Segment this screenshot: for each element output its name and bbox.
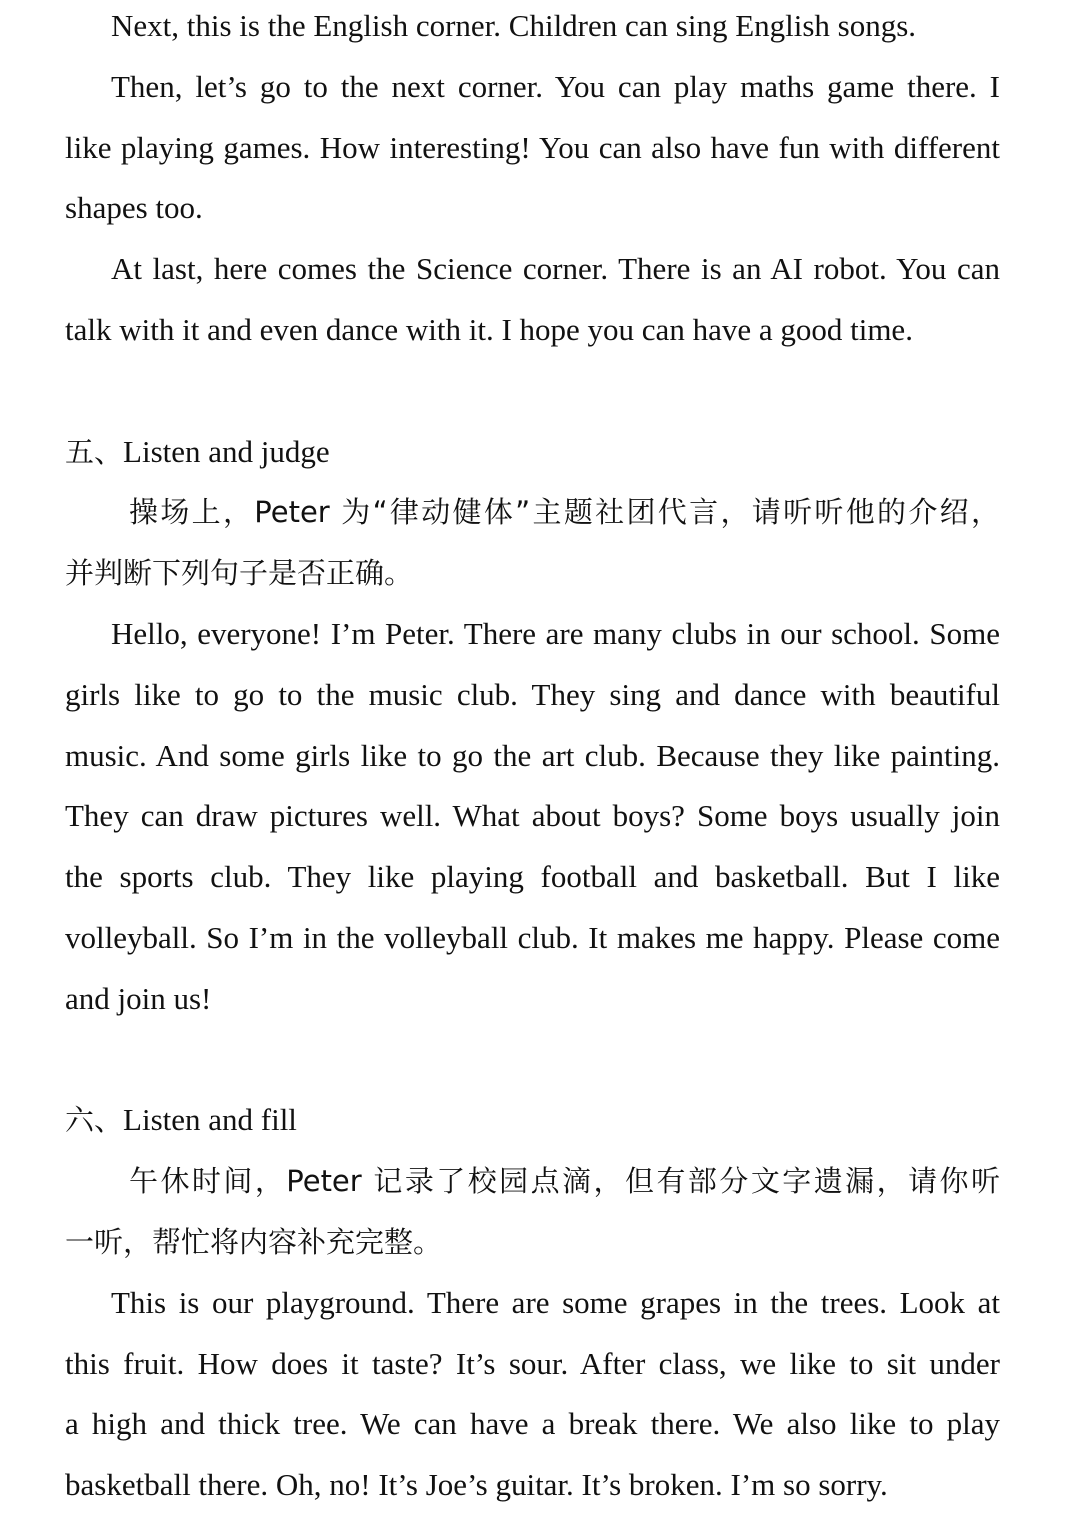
section-heading-5 xyxy=(65,426,1000,487)
paragraph-line: Next, this is the English corner. Children can sing English songs. xyxy=(111,8,917,43)
paragraph-line: Then, let’s go to the next corner. You can play maths game there. I xyxy=(111,68,1000,104)
instruction-line: 并判断下列句子是否正确。 xyxy=(65,556,414,591)
paragraph-line: volleyball. So I’m in the volleyball club. It makes me happy. Please come xyxy=(65,919,1000,955)
answer-key-19-23 xyxy=(65,365,1000,426)
paragraph-line: girls like to go to the music club. They sing and dance with beautiful xyxy=(65,676,1000,712)
section-title: Listen and fill xyxy=(123,1102,297,1138)
instruction-line: 操场上，Peter 为“律动健体”主题社团代言，请听听他的介绍， xyxy=(129,495,1000,530)
section-heading-6 xyxy=(65,1094,1000,1155)
paragraph-line: talk with it and even dance with it. I hope you can have a good time. xyxy=(65,311,913,347)
answer-key-24-28 xyxy=(65,1034,1000,1095)
instruction-line: 一听，帮忙将内容补充完整。 xyxy=(65,1224,443,1259)
paragraph-line: a high and thick tree. We can have a break there. We also like to play xyxy=(65,1406,1000,1442)
paragraph-line: music. And some girls like to go the art club. Because they like painting. xyxy=(65,737,1000,773)
instruction-line: 午休时间，Peter 记录了校园点滴，但有部分文字遗漏，请你听 xyxy=(129,1164,1000,1199)
paragraph-line: This is our playground. There are some grapes in the trees. Look at xyxy=(111,1284,1000,1320)
paragraph-line: At last, here comes the Science corner. There is an AI robot. You can xyxy=(111,251,1000,287)
section-title: Listen and judge xyxy=(123,433,330,469)
paragraph-line: basketball there. Oh, no! It’s Joe’s guitar. It’s broken. I’m so sorry. xyxy=(65,1467,888,1503)
section-number: 六、 xyxy=(65,1103,124,1138)
paragraph-line: like playing games. How interesting! You can also have fun with different xyxy=(65,129,1000,165)
section-number: 五、 xyxy=(65,434,124,469)
paragraph-line: They can draw pictures well. What about boys? Some boys usually join xyxy=(65,798,1000,834)
paragraph-line: shapes too. xyxy=(65,190,203,226)
paragraph-line: the sports club. They like playing football and basketball. But I like xyxy=(65,859,1000,895)
paragraph-line: Hello, everyone! I’m Peter. There are many clubs in our school. Some xyxy=(111,615,1000,651)
paragraph-line: and join us! xyxy=(65,980,212,1016)
paragraph-line: this fruit. How does it taste? It’s sour. After class, we like to sit under xyxy=(65,1345,1000,1381)
